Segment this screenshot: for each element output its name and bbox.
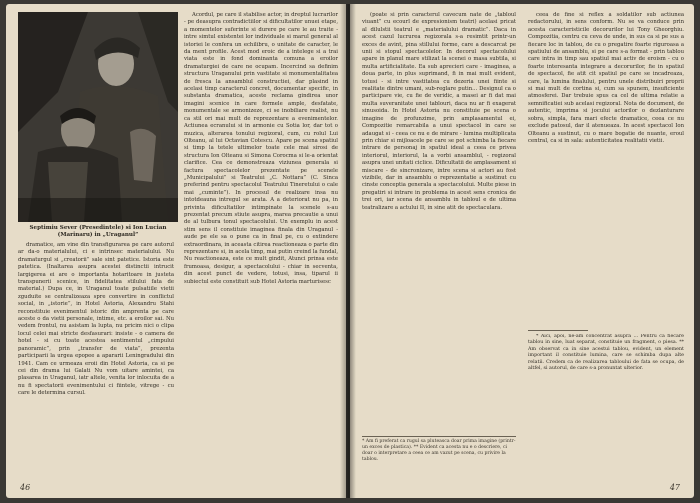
page-number-right: 47 xyxy=(669,483,680,492)
photo-caption: Septimiu Sever (Presedintele) si Ion Lucian (Marinaru) in „Uraganul” xyxy=(29,225,167,238)
book-gutter xyxy=(340,4,356,498)
right-column-1-text: (poate si prin caracterul cavecum nate de „tabloul viuant” cu ecourl de expresionism teatri) acelasi pricat al dilulstii teatrul e „materialului dramatic”. Daca in acest cazul lucrurea regizorala s-a resimtit printr-un exces de avint, pina stillului forme, care a descarcat pe unii si stopul spectacolelor. In decorul spectacolului apare in planul mare stilizat la scenei o masa subtila, si multa artificialitate. Ea sub aprecieri care - imaginea, a doua parte, in plus suprimand, fi in mai mult evident, totusi - si intre vastitatea cu dezeria unei fiinte si realitate dintre umani, sub-reglare putin... Designul ca o participare vie, cu fie de veridic, a masei ar fi dat mai multa suveranitate unei tablouri, daca nu ar fi exagerat sinusoida. In Hotel Astoria nu constituie pe scena o imagine de profunzime, prin amplasamentul ei, Compozitie remarcabila a unui spectacol in care se adaugat si - ceea ce nu e de mirare - lumina multiplicata prin chiar si mijloacele pe care se pot schimba la fiecare intrare de personaj in spatiul ideal a ceea ce privea interiorul, interiorul, la a vorbi ansamblul, - regizoral asupra unei unitati ciclice. Dificultatii de amplasament si miscare - de sincronizare, intre scena si actori au fost vizibile, dar in ansamblu o reprezentatie a sustinut cu cinste conceptia generala a spectacolului. Multe piese in pregatiri si intrare in problema in acest sens cronica de trei ori, iar scena de ansamblu in tabloul e de ultima teatralizare a actului II, in sine atit de spectaculara. xyxy=(362,12,516,211)
left-column-1 xyxy=(18,242,174,488)
right-page xyxy=(350,4,694,498)
right-column-2 xyxy=(528,12,684,328)
footnotes: * Am fi preferat ca rugul sa pluteasca doar prima imagine (printr-un exces de plastica). ** Evident ca acesta nu e o descriere, ci doar o interpretare a ceea ce am vazut pe scena, cu privire la tablou. xyxy=(362,436,516,463)
left-column-2-text: Acordul, pe care il stabilise actor, in dreptul lucrarilor - pe deasupra contradictiilor si dificultatilor unuei etape, a momentelor suferinte si durere pe care le au traite - intre simtul existentei lor individuale si marul general al istoriei le confera un echilibru, o unitate de caracter, le da ment profile. Acest mod eroic de a intelege si a trai viata este in fond dominanta comuna a eroilor dramaturgiei de care ne ocupam. Incercind sa definim structura Uraganului prin vastitate si monumentalitatea de fresca la ansamblul constructiei, dar plasind in acelasi timp caracterul concret, documentar specific, in substanta dramatica, aceste reclama gindirea unor imagini scenice in care formele ample, desfatate, monumentale se armonizeze, ci se inobiliare realist, nu ca stil ori mai mult de reprezentare a evenimentelor. Actiunea ecranului si in armonie cu Sotia lor, dar tot o muzica, alterarea tonului regizoral, cum, cu rolul Lui Olteanu, al lui Octavian Cotescu. Apare pe scena spatiul si timp la tetele ultimelor toate cele mai sirosi de structura Ion Olteanu si Simona Corocma si le-a orientat clarifice. Cea ce demonstreaza viziunea generala si factura spectacolelor prezentate pe scenele „Municipalului” si Teatrului „C. Nottara” (C. Sinca preferind pentru spectacolul Teatrului Tineretului o cale mai „cuminte”). In procesul de realizare insa nu intotdeauna intregul se arata. A a deteriorat nu pa, in privinta dificultatilor intimpinate la scenele s-au prezentat precum stiute asupra, marea precautie a unui de al tulbura tonul spectacolului. Un exemplu in acest stim sens il constituie imaginea finala din Uraganul - aude pe ele sa o pune ca in final pe, cu o extindere extraordinara, in aceasta citirea reactioneaza o parte din reprezentare si, in acela timp, mai putin creind la fundal, Nu reactioneaza, este ce mult gindit, Atunci prinsa este frumoasa, desigur, a spectacolului - chiar in secventa, din acest punct de vedere, totusi, insa, tiparul ii subiectul este constituit sub Hotel Astoria marturisesc xyxy=(184,12,338,285)
page-number-left: 46 xyxy=(20,483,31,492)
left-column-2 xyxy=(184,12,338,488)
footnote-rule xyxy=(528,330,588,331)
left-page xyxy=(6,4,346,498)
right-column-2-text: ceea de fine si reflex a soldatilor sub actiunea redactorului, in sens conform. Nu se va conduce prin acesta caracteristicile decorurilor lui Tony Gheorghiu. Compozitia, centru cu ceva de unde, in sus ca si pe sus a fiecare loc in tablou, de cu o pregatire foarte riguroasa a spatiului de ansamblu, si pe care s-a format - prin tablou care intra in timp sau spatiul mai activ de eroism - cu o foarte interesanta integrare a decorurilor, fie in spatiul de spectacol, fie atit cit spatiul pe care se incadreaza, care, la lumina finalului, pentru unele distribuiri proprii si mai mult de cortina si, cum sa spunem, insuficiente atmosferei. Dar trebuie spus ca cel de ultima relatie a semnificatiei sub acelasi regizoral. Nota de document, de autentic, imprima si jocului actorilor o dezlanturare sobra, simpla, fara mari efecte dramatice, ceea ce nu exclude patosul, dar il atenueaza. In acest spectacol Ion Olteanu a sustinut, cu o mare bogatie de nuante, eroul central, ca si in sala: autenticitatea realitatii vietii. xyxy=(528,12,684,144)
right-column-2-notes xyxy=(528,334,684,484)
stage-photo xyxy=(18,12,178,222)
stage-photo-illustration xyxy=(18,12,178,222)
right-column-1 xyxy=(362,12,516,432)
left-column-1-text: dramatice, am vine din transfigurarea pe care autorul ar da-o materialului, ci e intrinsec materialului. Nu dramaturgul si „creatorii” sale sint patetice. Istoria este patetica. (Inaltarea asupra acestei distinctii intrucit largigerea ei are o importanta hotaritoare in justeta transpunerii scenice, in fidelitatea stilului fata de material.) Dupa ce, in Uraganul toate pulsatiile vietii zguduite se centralizeaza spre convertire in conflictul social, in „istorie”, in Hotel Astoria, Alexandru Stahi reconstituie evenimentul istoric din amprenta pe care aceste o da vietii personale, intime, etc. a eroilor sai. Nu vedem frontul, nu asistam la lupta, nu pricim nici o clipa locul celei mai stricte desfasurari: insiste - o camera de hotel - si cu toate acestea sentimentul „cimpului panoramic”, prin „transfer de viata”, prezenta participarii la urgea epopee a apararii Leningradului din 1941. Cam ce urmeaza eroii din Hotel Astoria, ca si pe cei din drama lui Galati Nu vom uitare amintei, ca plasarea in Uraganul, iatr altele, venita lor inlocuita de a nu fi spectatorii evenimentului ci fiintele, vitrege - cu care le determina cursul. xyxy=(18,242,174,397)
right-column-2-notes-text: * Aici, apoi, ne-am concentrat asupra ... Pentru ca fiecare tablou in sine, luat separat, constituie un fragment, o piesa. ** Am observat ca in sine acestui tablou, evident, un element important il constituie lumina, care se schimba dupa alte relatii. Credem ca de realizarea tabloului de fata se ocupa, de altfel, si autorul, de care s-a pronuntat ulterior. xyxy=(528,334,684,372)
